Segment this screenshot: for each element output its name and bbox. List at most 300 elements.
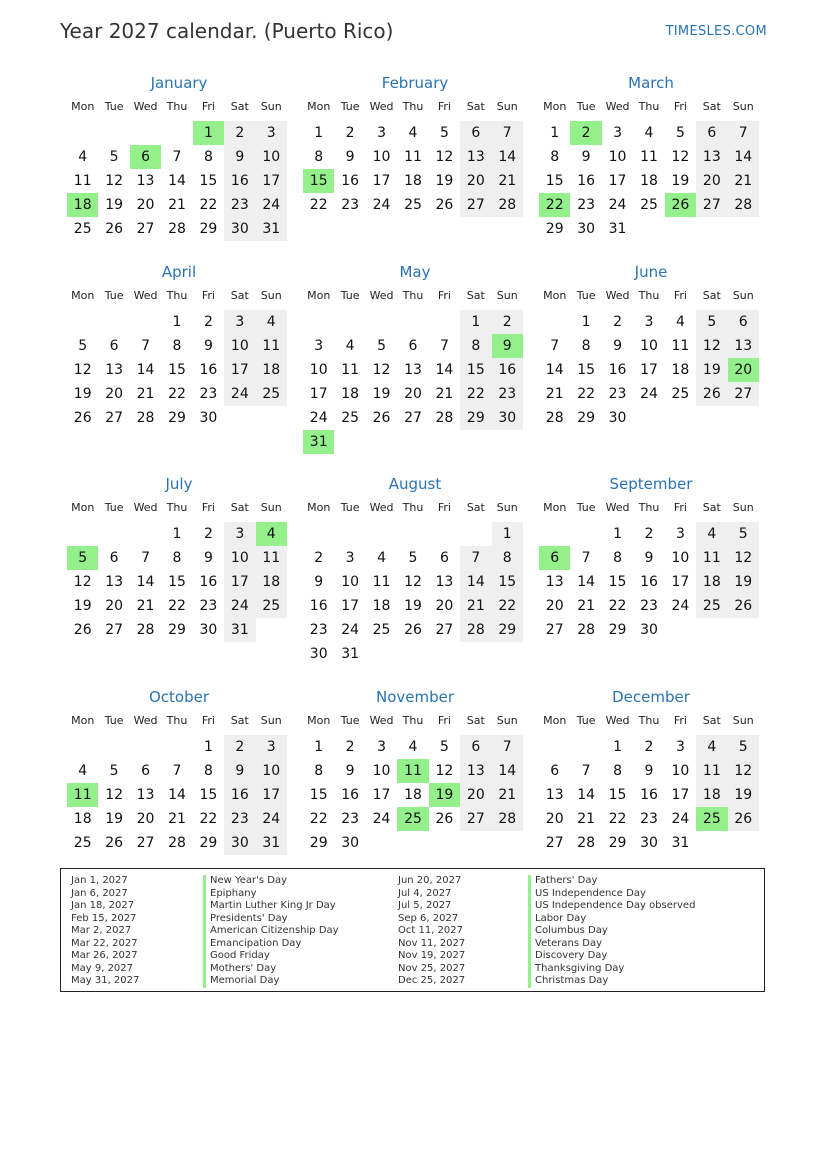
day-cell: 5 [109,149,119,165]
weekday-header: Sat [696,495,727,521]
day-cell: 5 [696,309,727,335]
weekday-header: Thu [633,94,664,120]
weekday-header: Tue [334,283,365,309]
empty-cell [539,521,570,547]
day-cell: 17 [372,787,391,803]
day-cell: 23 [492,382,523,406]
day-cell: 18 [671,362,690,378]
day-cell: 10 [309,362,328,378]
day-cell: 7 [728,120,759,146]
month-name: September [609,475,693,493]
day-cell: 22 [199,811,218,827]
day-cell: 9 [224,759,255,783]
day-cell: 26 [435,197,454,213]
day-cell: 3 [633,309,664,335]
day-cell: 25 [256,382,287,406]
weekday-header: Sun [728,94,759,120]
weekday-header: Fri [193,708,224,734]
day-cell: 4 [696,521,727,547]
day-cell: 17 [372,173,391,189]
day-cell: 21 [577,811,596,827]
day-cell: 17 [224,570,255,594]
month-table [67,708,287,855]
day-cell: 2 [633,521,664,547]
empty-cell [130,734,161,760]
day-cell: 19 [372,386,391,402]
day-cell: 21 [136,386,155,402]
day-cell: 31 [341,646,360,662]
holiday-day-cell: 9 [492,334,523,358]
day-cell: 9 [345,763,355,779]
day-cell: 20 [105,386,124,402]
holiday-name-column [528,875,695,988]
day-cell: 24 [671,811,690,827]
month-name: December [612,688,690,706]
day-cell: 20 [696,169,727,193]
day-cell: 12 [435,149,454,165]
day-cell: 16 [199,362,218,378]
empty-cell [460,430,491,454]
day-cell: 4 [696,734,727,760]
day-cell: 30 [224,831,255,855]
day-cell: 20 [545,598,564,614]
day-cell: 22 [608,598,627,614]
day-cell: 31 [608,221,627,237]
day-cell: 14 [577,787,596,803]
empty-cell [366,309,397,335]
day-cell: 3 [345,550,355,566]
weekday-header: Wed [130,94,161,120]
day-cell: 27 [136,835,155,851]
holiday-name: US Independence Day [528,888,695,901]
empty-cell [98,120,129,146]
day-cell: 2 [334,120,365,146]
day-cell: 22 [309,811,328,827]
day-cell: 20 [460,783,491,807]
weekday-header: Wed [366,283,397,309]
day-cell: 6 [109,338,119,354]
day-cell: 1 [602,734,633,760]
month-table [303,495,523,666]
day-cell: 11 [73,173,92,189]
day-cell: 17 [309,386,328,402]
empty-cell [539,734,570,760]
weekday-header: Thu [397,94,428,120]
empty-cell [728,618,759,642]
empty-cell [492,430,523,454]
day-cell: 14 [545,362,564,378]
day-cell: 25 [73,835,92,851]
holiday-day-cell: 2 [570,120,601,146]
empty-cell [67,120,98,146]
day-cell: 3 [665,521,696,547]
day-cell: 29 [577,410,596,426]
day-cell: 12 [696,334,727,358]
empty-cell [397,831,428,855]
day-cell: 25 [73,221,92,237]
empty-cell [429,831,460,855]
weekday-header: Fri [665,283,696,309]
day-cell: 30 [640,622,658,638]
empty-cell [696,831,727,855]
day-cell: 7 [141,550,151,566]
day-cell: 11 [372,574,391,590]
holiday-date: Sep 6, 2027 [398,912,459,924]
day-cell: 23 [341,197,360,213]
day-cell: 22 [199,197,218,213]
empty-cell [366,642,397,666]
day-cell: 10 [224,546,255,570]
day-cell: 15 [199,787,218,803]
day-cell: 12 [372,362,391,378]
weekday-header: Wed [602,283,633,309]
day-cell: 21 [545,386,564,402]
day-cell: 15 [577,362,596,378]
weekday-header: Mon [67,94,98,120]
day-cell: 6 [460,734,491,760]
day-cell: 15 [168,362,186,378]
holiday-name: Columbus Day [528,925,695,938]
day-cell: 30 [492,406,523,430]
weekday-header: Fri [429,708,460,734]
day-cell: 14 [435,362,454,378]
day-cell: 6 [728,309,759,335]
day-cell: 2 [193,521,224,547]
day-cell: 14 [136,362,155,378]
weekday-header: Mon [303,94,334,120]
weekday-header: Sat [460,495,491,521]
weekday-header: Mon [539,283,570,309]
weekday-header: Mon [67,283,98,309]
empty-cell [161,734,192,760]
weekday-header: Sat [460,94,491,120]
month-table [539,94,759,241]
holiday-date: Oct 11, 2027 [398,925,463,936]
month-table [67,495,287,642]
holiday-date: Feb 15, 2027 [71,912,137,924]
empty-cell [492,831,523,855]
weekday-header: Tue [98,94,129,120]
empty-cell [665,406,696,430]
day-cell: 9 [613,338,623,354]
day-cell: 2 [224,120,255,146]
day-cell: 11 [256,546,287,570]
day-cell: 9 [345,149,355,165]
day-cell: 22 [460,382,491,406]
month-name: February [381,74,449,92]
empty-cell [303,309,334,335]
weekday-header: Wed [366,708,397,734]
day-cell: 8 [314,149,324,165]
day-cell: 13 [105,362,124,378]
day-cell: 18 [696,783,727,807]
holiday-day-cell: 15 [303,169,334,193]
weekday-header: Fri [429,283,460,309]
day-cell: 16 [224,783,255,807]
day-cell: 20 [136,197,155,213]
month-name: June [634,263,668,281]
day-cell: 29 [608,835,627,851]
weekday-header: Mon [539,495,570,521]
day-cell: 17 [671,574,690,590]
day-cell: 31 [256,217,287,241]
day-cell: 10 [372,149,391,165]
empty-cell [429,430,460,454]
weekday-header: Mon [303,708,334,734]
weekday-header: Tue [570,495,601,521]
day-cell: 6 [460,120,491,146]
weekday-header: Wed [130,708,161,734]
day-cell: 9 [203,550,213,566]
empty-cell [67,734,98,760]
day-cell: 24 [640,386,658,402]
weekday-header: Fri [193,495,224,521]
month-june [539,261,759,430]
day-cell: 24 [372,811,391,827]
holiday-date-column [398,875,465,988]
weekday-header: Fri [193,283,224,309]
weekday-header: Sat [224,495,255,521]
day-cell: 26 [696,382,727,406]
day-cell: 8 [172,550,182,566]
day-cell: 26 [105,835,124,851]
day-cell: 16 [577,173,596,189]
holiday-date: Jul 5, 2027 [398,900,452,911]
holiday-name: Discovery Day [528,950,695,963]
day-cell: 10 [256,759,287,783]
day-cell: 14 [460,570,491,594]
day-cell: 19 [671,173,690,189]
holiday-name: New Year's Day [203,875,339,888]
empty-cell [570,521,601,547]
day-cell: 29 [460,406,491,430]
day-cell: 13 [136,173,155,189]
day-cell: 15 [608,574,627,590]
day-cell: 12 [671,149,690,165]
empty-cell [256,406,287,430]
month-september [539,473,759,642]
day-cell: 19 [728,570,759,594]
empty-cell [696,618,727,642]
holiday-date: Nov 11, 2027 [398,937,466,949]
holiday-name: Thanksgiving Day [528,963,695,976]
empty-cell [67,521,98,547]
weekday-header: Sun [492,283,523,309]
day-cell: 2 [334,734,365,760]
day-cell: 6 [696,120,727,146]
holiday-name: Mothers' Day [203,963,339,976]
day-cell: 3 [366,120,397,146]
day-cell: 6 [439,550,449,566]
day-cell: 11 [256,334,287,358]
weekday-header: Mon [539,94,570,120]
holiday-name: Fathers' Day [528,875,695,888]
day-cell: 28 [577,835,596,851]
day-cell: 28 [168,835,186,851]
day-cell: 12 [73,362,92,378]
weekday-header: Thu [633,495,664,521]
day-cell: 7 [141,338,151,354]
day-cell: 29 [199,835,218,851]
weekday-header: Tue [98,283,129,309]
day-cell: 7 [550,338,560,354]
day-cell: 15 [608,787,627,803]
day-cell: 16 [492,358,523,382]
weekday-header: Sun [256,283,287,309]
empty-cell [161,120,192,146]
month-december [539,686,759,855]
day-cell: 17 [224,358,255,382]
day-cell: 30 [309,646,328,662]
day-cell: 24 [608,197,627,213]
day-cell: 1 [193,734,224,760]
day-cell: 1 [492,521,523,547]
day-cell: 4 [633,120,664,146]
day-cell: 3 [256,120,287,146]
day-cell: 7 [460,546,491,570]
weekday-header: Sun [492,708,523,734]
day-cell: 15 [492,570,523,594]
empty-cell [130,309,161,335]
day-cell: 5 [429,120,460,146]
weekday-header: Tue [570,708,601,734]
holiday-date: Jan 6, 2027 [71,887,128,899]
holiday-list [60,868,765,992]
month-name: August [388,475,442,493]
empty-cell [492,642,523,666]
month-february [303,72,523,217]
month-name: April [161,263,197,281]
empty-cell [696,217,727,241]
weekday-header: Sun [728,283,759,309]
day-cell: 18 [256,358,287,382]
empty-cell [665,217,696,241]
day-cell: 26 [73,622,92,638]
day-cell: 14 [577,574,596,590]
day-cell: 27 [136,221,155,237]
empty-cell [728,406,759,430]
weekday-header: Thu [397,495,428,521]
day-cell: 16 [224,169,255,193]
weekday-header: Wed [602,495,633,521]
day-cell: 13 [545,574,564,590]
holiday-date: Jan 1, 2027 [71,875,128,886]
day-cell: 21 [435,386,454,402]
day-cell: 4 [397,120,428,146]
day-cell: 22 [492,594,523,618]
day-cell: 17 [341,598,360,614]
month-table [539,708,759,855]
day-cell: 14 [136,574,155,590]
day-cell: 7 [581,550,591,566]
day-cell: 10 [608,149,627,165]
empty-cell [429,642,460,666]
day-cell: 19 [105,197,124,213]
day-cell: 29 [545,221,564,237]
weekday-header: Fri [665,94,696,120]
day-cell: 31 [671,835,690,851]
month-table [303,708,523,855]
weekday-header: Mon [303,495,334,521]
day-cell: 10 [671,550,690,566]
weekday-header: Sun [728,495,759,521]
holiday-name: Labor Day [528,913,695,926]
empty-cell [460,642,491,666]
month-november [303,686,523,855]
day-cell: 8 [314,763,324,779]
day-cell: 18 [256,570,287,594]
weekday-header: Tue [334,708,365,734]
day-cell: 24 [309,410,328,426]
weekday-header: Fri [665,495,696,521]
month-table [67,94,287,241]
day-cell: 3 [224,521,255,547]
day-cell: 28 [136,622,155,638]
day-cell: 1 [161,521,192,547]
day-cell: 26 [105,221,124,237]
weekday-header: Wed [130,283,161,309]
day-cell: 20 [404,386,422,402]
day-cell: 12 [728,546,759,570]
day-cell: 11 [404,149,422,165]
day-cell: 27 [545,622,564,638]
holiday-day-cell: 11 [67,783,98,807]
day-cell: 28 [577,622,596,638]
day-cell: 24 [341,622,360,638]
day-cell: 23 [608,386,627,402]
empty-cell [366,831,397,855]
day-cell: 28 [492,193,523,217]
site-link[interactable]: TIMESLES.COM [665,24,767,39]
holiday-day-cell: 4 [256,521,287,547]
holiday-date: Nov 19, 2027 [398,950,466,961]
day-cell: 29 [168,622,186,638]
holiday-date: Dec 25, 2027 [398,975,466,986]
day-cell: 13 [696,145,727,169]
day-cell: 31 [256,831,287,855]
day-cell: 15 [309,787,328,803]
month-name: May [399,263,431,281]
day-cell: 16 [199,574,218,590]
day-cell: 8 [172,338,182,354]
day-cell: 3 [314,338,324,354]
holiday-date: May 9, 2027 [71,962,134,974]
empty-cell [334,309,365,335]
day-cell: 19 [696,358,727,382]
holiday-date: Jul 4, 2027 [398,887,452,899]
holiday-name: Emancipation Day [203,938,339,951]
day-cell: 22 [168,598,186,614]
weekday-header: Sat [460,708,491,734]
day-cell: 6 [141,763,151,779]
day-cell: 2 [224,734,255,760]
day-cell: 6 [550,763,560,779]
day-cell: 13 [136,787,155,803]
weekday-header: Mon [303,283,334,309]
weekday-header: Sat [460,283,491,309]
empty-cell [728,217,759,241]
holiday-day-cell: 25 [696,807,727,831]
weekday-header: Thu [161,495,192,521]
day-cell: 2 [314,550,324,566]
day-cell: 6 [109,550,119,566]
day-cell: 29 [492,618,523,642]
day-cell: 22 [168,386,186,402]
day-cell: 7 [581,763,591,779]
day-cell: 27 [696,193,727,217]
day-cell: 15 [199,173,218,189]
day-cell: 23 [309,622,328,638]
